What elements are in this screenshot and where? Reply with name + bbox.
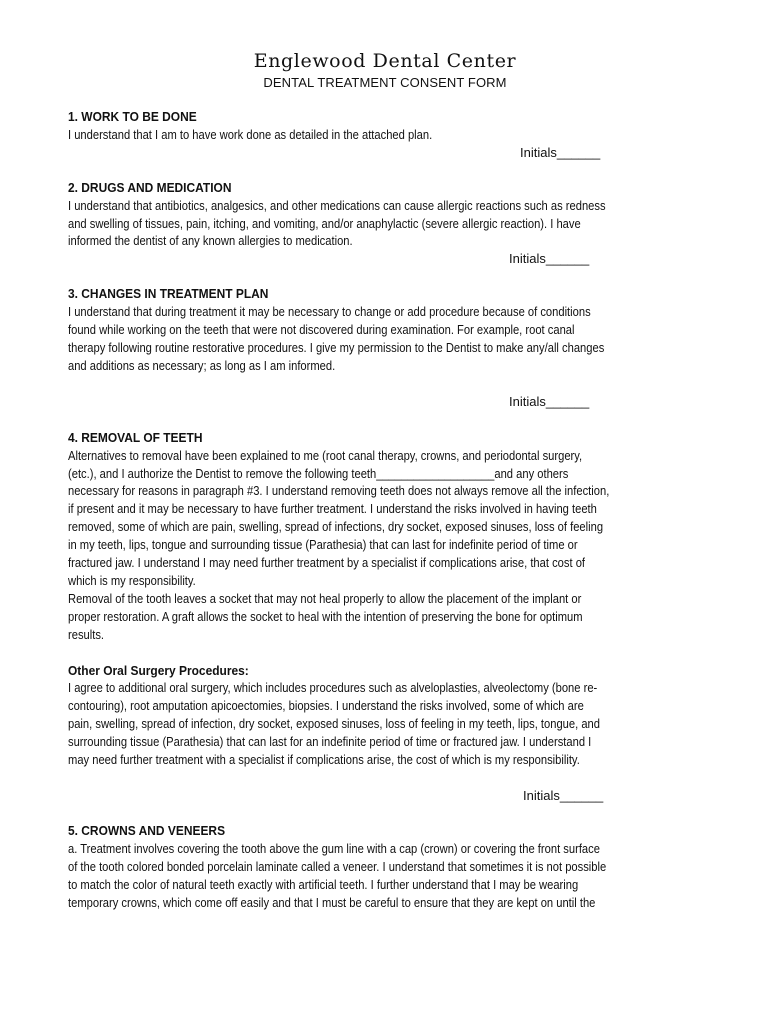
section-line: pain, swelling, spread of infection, dry socket, exposed sinuses, loss of feeling in my teeth, lips, tongue, and [68, 716, 600, 732]
section-line: therapy following routine restorative procedures. I give my permission to the Dentist to make any/all changes [68, 339, 605, 355]
section-line: in my teeth, lips, tongue and surrounding tissue (Parathesia) that can last for indefinite period of time or [68, 537, 578, 553]
section-line: found while working on the teeth that were not discovered during examination. For example, root canal [68, 322, 575, 338]
section-heading: 2. DRUGS AND MEDICATION [68, 179, 232, 195]
section-heading: 3. CHANGES IN TREATMENT PLAN [68, 286, 269, 302]
document-subtitle: DENTAL TREATMENT CONSENT FORM [263, 75, 507, 90]
section-heading: 4. REMOVAL OF TEETH [68, 429, 203, 445]
section-line: a. Treatment involves covering the tooth above the gum line with a cap (crown) or covering the front surface [68, 840, 600, 856]
section-line: results. [68, 626, 105, 642]
section-line: may need further treatment with a specialist if complications arise, the cost of which is my responsibility. [68, 752, 580, 768]
section-crowns-and-veneers [68, 822, 688, 912]
section-line: (etc.), and I authorize the Dentist to remove the following teeth___________________and any others [68, 465, 569, 481]
section-line: contouring), root amputation apicoectomies, biopsies. I understand the risks involved, some of which are [68, 698, 584, 714]
section-heading: 5. CROWNS AND VENEERS [68, 822, 226, 838]
initials-field[interactable]: Initials______ [509, 251, 590, 267]
section-line: of the tooth colored bonded porcelain laminate called a veneer. I understand that sometimes it is not possible [68, 858, 607, 874]
section-line: to match the color of natural teeth exactly with artificial teeth. I further understand that I may be wearing [68, 876, 579, 892]
section-other-oral-surgery [68, 662, 688, 805]
initials-field[interactable]: Initials______ [523, 788, 604, 803]
section-line: and swelling of tissues, pain, itching, and vomiting, and/or anaphylactic (severe allergic reaction). I have [68, 215, 581, 231]
section-line: proper restoration. A graft allows the socket to heal with the intention of preserving the bone for optimum [68, 608, 583, 624]
section-line: necessary for reasons in paragraph #3. I understand removing teeth does not always remove all the infection, [68, 483, 610, 499]
section-line: fractured jaw. I understand I may need further treatment by a specialist if complications arise, that cost of [68, 555, 586, 571]
section-work-to-be-done [68, 108, 688, 162]
document-title: Englewood Dental Center [253, 50, 517, 72]
section-line: I understand that during treatment it may be necessary to change or add procedure because of conditions [68, 304, 591, 320]
section-line: informed the dentist of any known allergies to medication. [68, 233, 353, 249]
form-content [68, 108, 688, 911]
section-line: surrounding tissue (Parathesia) that can last for an indefinite period of time or fractured jaw. I understand I [68, 734, 592, 750]
initials-field[interactable]: Initials______ [509, 393, 590, 409]
section-line: if present and it may be necessary to have further treatment. I understand the risks involved in having teeth [68, 501, 597, 517]
section-line: I understand that I am to have work done as detailed in the attached plan. [68, 126, 433, 142]
section-line: removed, some of which are pain, swelling, spread of infections, dry socket, exposed sinuses, loss of feeling [68, 519, 604, 535]
section-heading: 1. WORK TO BE DONE [68, 109, 197, 124]
initials-field[interactable]: Initials______ [520, 144, 601, 160]
section-line: I agree to additional oral surgery, which includes procedures such as alveloplasties, alveolectomy (bone re- [68, 680, 598, 696]
section-heading: Other Oral Surgery Procedures: [68, 662, 249, 678]
section-removal-of-teeth [68, 429, 688, 644]
section-drugs-and-medication [68, 179, 688, 269]
section-line: temporary crowns, which come off easily and that I must be careful to ensure that they are kept on until the [68, 894, 596, 910]
section-line: Removal of the tooth leaves a socket that may not heal properly to allow the placement of the implant or [68, 590, 582, 606]
section-line: and additions as necessary; as long as I am informed. [68, 357, 336, 373]
section-line: which is my responsibility. [68, 572, 196, 588]
section-line: Alternatives to removal have been explained to me (root canal therapy, crowns, and periodontal surgery, [68, 447, 583, 463]
section-line: I understand that antibiotics, analgesics, and other medications can cause allergic reactions such as redness [68, 197, 606, 213]
section-changes-in-treatment-plan [68, 285, 688, 410]
